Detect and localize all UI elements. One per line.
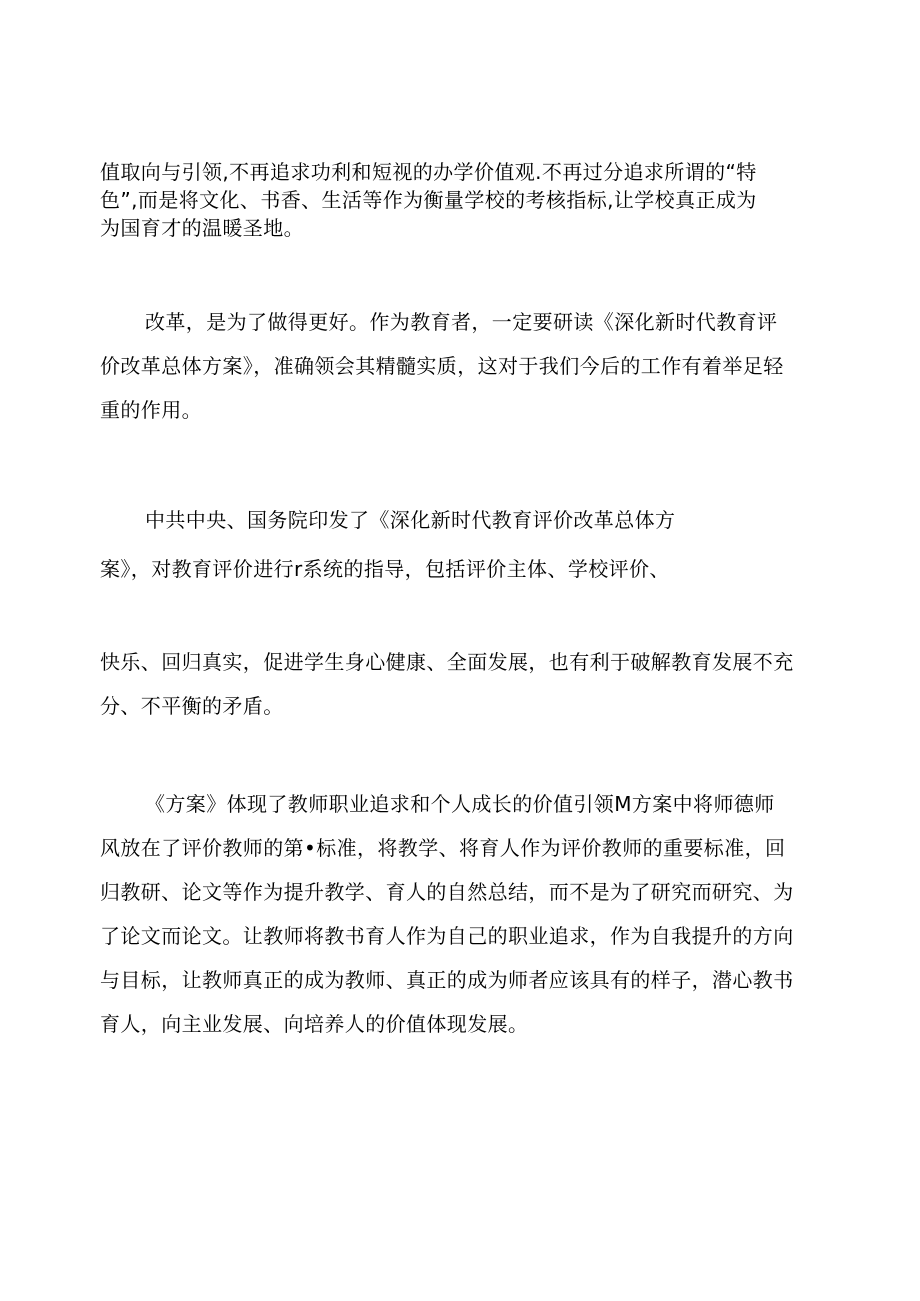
paragraph-4-line-2: 分、不平衡的矛盾。 xyxy=(100,694,284,718)
paragraph-5-line-6: 育人，向主业发展、向培养人的价值体现发展。 xyxy=(100,1012,529,1036)
paragraph-2-line-1: 改革，是为了做得更好。作为教育者，一定要研读《深化新时代教育评 xyxy=(145,310,778,334)
paragraph-1-line-2: 色”,而是将文化、书香、生活等作为衡量学校的考核指标,让学校真正成为 xyxy=(100,188,757,212)
paragraph-5-line-1: 《方案》体现了教师职业追求和个人成长的价值引领M方案中将师德师 xyxy=(145,792,775,816)
paragraph-3-line-2: 案》，对教育评价进行r系统的指导，包括评价主体、学校评价、 xyxy=(100,557,670,581)
paragraph-1-line-1: 值取向与引领,不再追求功利和短视的办学价值观.不再过分追求所谓的“特 xyxy=(100,160,757,184)
paragraph-5-line-3: 归教研、论文等作为提升教学、育人的自然总结，而不是为了研究而研究、为 xyxy=(100,880,794,904)
paragraph-5-line-5: 与目标，让教师真正的成为教师、真正的成为师者应该具有的样子，潜心教书 xyxy=(100,968,794,992)
paragraph-5-line-2: 风放在了评价教师的第•标准，将教学、将育人作为评价教师的重要标准，回 xyxy=(100,836,786,860)
paragraph-5-line-4: 了论文而论文。让教师将教书育人作为自己的职业追求，作为自我提升的方向 xyxy=(100,924,794,948)
paragraph-2-line-3: 重的作用。 xyxy=(100,398,202,422)
paragraph-2-line-2: 价改革总体方案》，准确领会其精髓实质，这对于我们今后的工作有着举足轻 xyxy=(100,354,784,378)
paragraph-3-line-1: 中共中央、国务院印发了《深化新时代教育评价改革总体方 xyxy=(145,508,676,532)
paragraph-4-line-1: 快乐、回归真实，促进学生身心健康、全面发展，也有利于破解教育发展不充 xyxy=(100,650,794,674)
paragraph-1-line-3: 为国育才的温暖圣地。 xyxy=(100,216,304,240)
